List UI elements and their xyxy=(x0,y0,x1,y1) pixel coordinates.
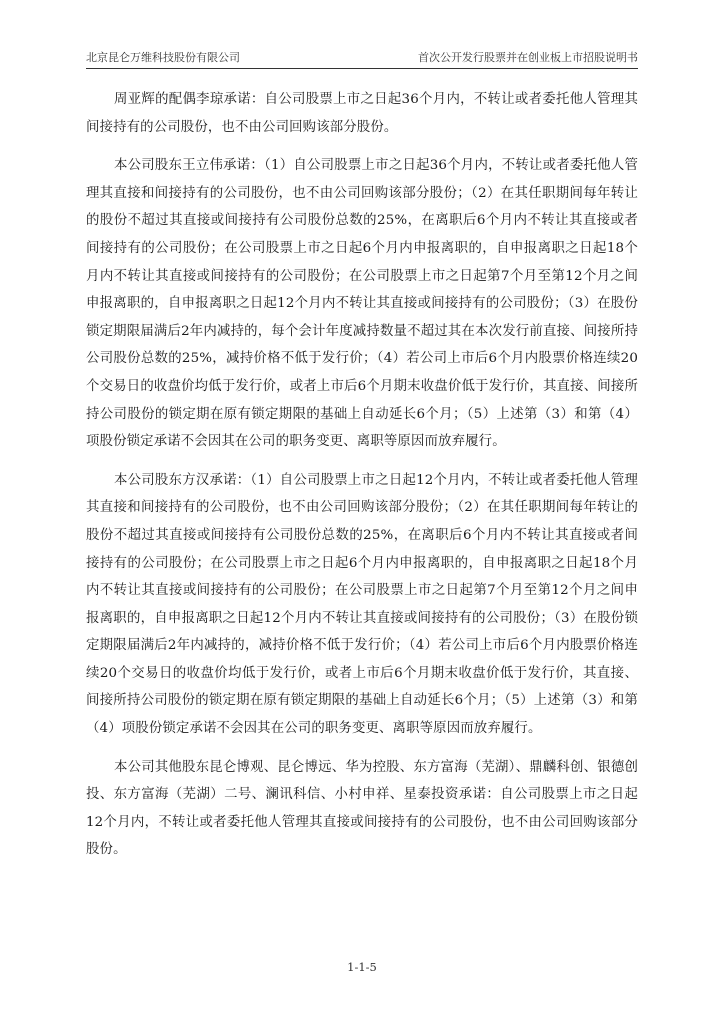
page-body xyxy=(86,86,638,875)
header-company-name: 北京昆仑万维科技股份有限公司 xyxy=(86,51,240,64)
page-header xyxy=(86,48,638,69)
paragraph-fanghan-commitment: 本公司股东方汉承诺：（1）自公司股票上市之日起12个月内，不转让或者委托他人管理其直接和间接持有的公司股份，也不由公司回购该部分股份；（2）在其任职期间每年转让的股份不超过其直接或间接持有公司股份总数的25%，在离职后6个月内不转让其直接或者间接持有的公司股份；在公司股票上市之日起6个月内申报离职的，自申报离职之日起18个月内不转让其直接或间接持有的公司股份；在公司股票上市之日起第7个月至第12个月之间申报离职的，自申报离职之日起12个月内不转让其直接或间接持有的公司股份；（3）在股份锁定期限届满后2年内减持的，减持价格不低于发行价；（4）若公司上市后6个月内股票价格连续20个交易日的收盘价均低于发行价，或者上市后6个月期末收盘价低于发行价，其直接、间接所持公司股份的锁定期在原有锁定期限的基础上自动延长6个月；（5）上述第（3）和第（4）项股份锁定承诺不会因其在公司的职务变更、离职等原因而放弃履行。 xyxy=(86,472,638,737)
page-number: 1-1-5 xyxy=(347,960,377,974)
paragraph-other-shareholders-commitment: 本公司其他股东昆仑博观、昆仑博远、华为控股、东方富海（芜湖）、鼎麟科创、银德创投、东方富海（芜湖）二号、澜讯科信、小村申祥、星泰投资承诺：自公司股票上市之日起12个月内，不转让或者委托他人管理其直接或间接持有的公司股份，也不由公司回购该部分股份。 xyxy=(86,759,638,858)
header-document-title: 首次公开发行股票并在创业板上市招股说明书 xyxy=(418,51,638,64)
paragraph-liqiong-commitment: 周亚辉的配偶李琼承诺：自公司股票上市之日起36个月内，不转让或者委托他人管理其间接持有的公司股份，也不由公司回购该部分股份。 xyxy=(86,92,638,135)
paragraph-wangliwei-commitment: 本公司股东王立伟承诺：（1）自公司股票上市之日起36个月内，不转让或者委托他人管理其直接和间接持有的公司股份，也不由公司回购该部分股份；（2）在其任职期间每年转让的股份不超过其直接或间接持有公司股份总数的25%，在离职后6个月内不转让其直接或者间接持有的公司股份；在公司股票上市之日起6个月内申报离职的，自申报离职之日起18个月内不转让其直接或间接持有的公司股份；在公司股票上市之日起第7个月至第12个月之间申报离职的，自申报离职之日起12个月内不转让其直接或间接持有的公司股份；（3）在股份锁定期限届满后2年内减持的，每个会计年度减持数量不超过其在本次发行前直接、间接所持公司股份总数的25%，减持价格不低于发行价；（4）若公司上市后6个月内股票价格连续20个交易日的收盘价均低于发行价，或者上市后6个月期末收盘价低于发行价，其直接、间接所持公司股份的锁定期在原有锁定期限的基础上自动延长6个月；（5）上述第（3）和第（4）项股份锁定承诺不会因其在公司的职务变更、离职等原因而放弃履行。 xyxy=(86,158,638,450)
